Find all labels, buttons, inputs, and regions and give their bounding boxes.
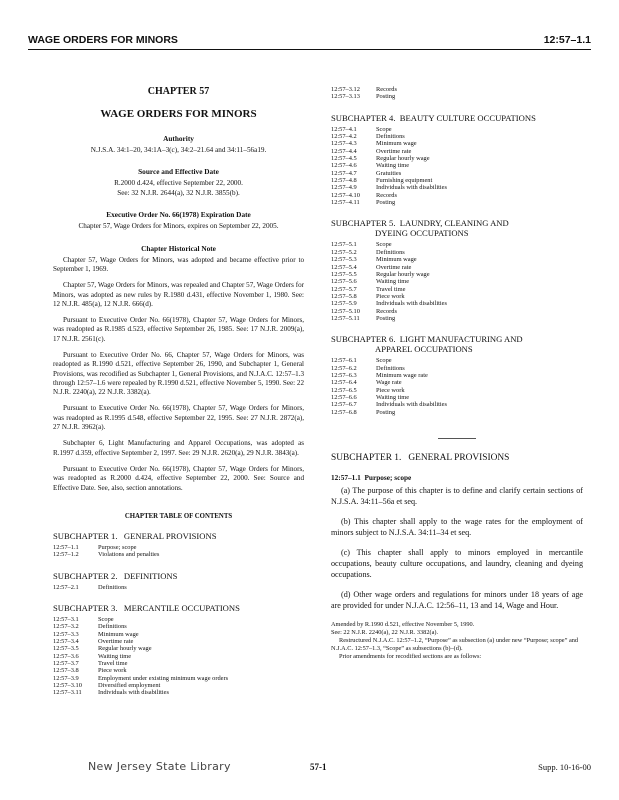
toc-entry <box>331 199 583 206</box>
toc-section-title: Scope <box>98 615 114 623</box>
toc-section-number: 12:57–4.5 <box>331 155 357 163</box>
toc-section-number: 12:57–4.3 <box>331 140 357 148</box>
toc-entry <box>331 184 583 191</box>
toc-section-number: 12:57–5.6 <box>331 278 357 286</box>
toc-section-title: Overtime rate <box>98 637 134 645</box>
toc-entry <box>331 155 583 162</box>
toc-entry <box>331 308 583 315</box>
toc-section-number: 12:57–3.11 <box>53 689 82 697</box>
toc-section-title: Wage rate <box>376 379 402 387</box>
toc-section-number: 12:57–5.8 <box>331 292 357 300</box>
left-column <box>53 86 304 697</box>
toc-section-number: 12:57–4.7 <box>331 169 357 177</box>
toc-entry <box>331 401 583 408</box>
amendment-note: Amended by R.1990 d.521, effective November 5, 1990. <box>331 621 475 629</box>
toc-entry <box>331 365 583 372</box>
subchapter-3-toc-continued <box>331 86 583 101</box>
historical-note-paragraph: Subchapter 6, Light Manufacturing and Apparel Occupations, was adopted as R.1997 d.359, effective September 2, 1997. See: 29 N.J.R. 2620(a), 29 N.J.R. 3843(a). <box>53 439 304 457</box>
toc-section-title: Minimum wage <box>98 630 139 638</box>
toc-entry <box>53 660 304 667</box>
toc-section-number: 12:57–5.7 <box>331 285 357 293</box>
toc-section-number: 12:57–4.8 <box>331 177 357 185</box>
toc-section-title: Piece work <box>98 667 127 675</box>
toc-section-number: 12:57–5.3 <box>331 256 357 264</box>
header-title: WAGE ORDERS FOR MINORS <box>28 34 178 46</box>
toc-section-title: Travel time <box>98 659 128 667</box>
toc-entry <box>53 551 304 558</box>
historical-note-paragraph: Chapter 57, Wage Orders for Minors, was repealed and Chapter 57, Wage Orders for Minors, was adopted as new rules by R.1980 d.431, effective November 1, 1980. See: 12 N.J.R. 485(a), 12 N.J.R. 666(d). <box>53 281 304 308</box>
toc-section-number: 12:57–3.13 <box>331 93 360 101</box>
toc-entry <box>53 645 304 652</box>
toc-section-number: 12:57–3.7 <box>53 659 79 667</box>
toc-section-title: Scope <box>376 241 392 249</box>
toc-section-title: Individuals with disabilities <box>376 184 448 192</box>
toc-section-number: 12:57–5.4 <box>331 263 357 271</box>
toc-section-title: Individuals with disabilities <box>376 300 448 308</box>
toc-section-number: 12:57–6.8 <box>331 408 357 416</box>
toc-section-number: 12:57–4.1 <box>331 125 357 133</box>
toc-section-number: 12:57–4.10 <box>331 191 360 199</box>
subchapter-4-toc <box>331 126 583 207</box>
toc-section-title: Regular hourly wage <box>98 645 152 653</box>
toc-section-title: Definitions <box>376 248 405 256</box>
toc-entry <box>331 86 583 93</box>
page-footer <box>28 762 591 776</box>
toc-section-number: 12:57–6.6 <box>331 393 357 401</box>
toc-section-title: Definitions <box>98 623 127 631</box>
toc-section-number: 12:57–4.11 <box>331 199 360 207</box>
toc-section-number: 12:57–1.1 <box>53 543 79 551</box>
toc-section-title: Scope <box>376 357 392 365</box>
section-paragraph-c: (c) This chapter shall apply to minors employed in mercantile occupations, beauty culture occupations, and laundry, cleaning and dyeing occupations. <box>331 548 583 579</box>
subchapter-6-toc <box>331 357 583 416</box>
toc-section-title: Records <box>376 307 397 315</box>
toc-section-title: Individuals with disabilities <box>98 689 170 697</box>
toc-entry <box>331 315 583 322</box>
subchapter-6-heading: SUBCHAPTER 6. LIGHT MANUFACTURING AND APPAREL OCCUPATIONS <box>331 334 523 355</box>
source-heading: Source and Effective Date <box>138 167 219 177</box>
toc-section-title: Furnishing equipment <box>376 177 433 185</box>
toc-section-title: Overtime rate <box>376 147 412 155</box>
toc-section-title: Diversified employment <box>98 681 161 689</box>
toc-section-title: Gratuities <box>376 169 402 177</box>
chapter-title: WAGE ORDERS FOR MINORS <box>100 108 257 120</box>
chapter-number: CHAPTER 57 <box>147 86 210 97</box>
toc-section-title: Posting <box>376 199 396 207</box>
toc-section-number: 12:57–3.6 <box>53 652 79 660</box>
historical-note-paragraph: Pursuant to Executive Order No. 66, Chapter 57, Wage Orders for Minors, was readopted as R.1990 d.521, effective September 26, 1990, and Subchapter 1, General Provisions, was recodified as Subchapter 1, General Provisions, and N.J.A.C. 12:57–1.3 through 12:57–1.6 were repealed by R.1990 d.521, effective November 5, 1990. See: 22 N.J.R. 2240(a), 22 N.J.R. 3382(a). <box>53 351 304 397</box>
toc-section-title: Waiting time <box>376 278 410 286</box>
toc-entry <box>331 293 583 300</box>
historical-note-paragraph: Pursuant to Executive Order No. 66(1978), Chapter 57, Wage Orders for Minors, was readopted as R.1995 d.548, effective September 22, 1995. See: 27 N.J.R. 2872(a), 27 N.J.R. 3962(a). <box>53 404 304 432</box>
toc-entry <box>331 241 583 248</box>
toc-section-title: Minimum wage <box>376 256 417 264</box>
toc-entry <box>331 357 583 364</box>
toc-section-title: Waiting time <box>98 652 132 660</box>
toc-section-title: Piece work <box>376 386 405 394</box>
subchapter-5-heading: SUBCHAPTER 5. LAUNDRY, CLEANING AND DYEING OCCUPATIONS <box>331 218 509 239</box>
subchapter-3-toc <box>53 616 304 697</box>
toc-section-title: Individuals with disabilities <box>376 401 448 409</box>
toc-entry <box>331 192 583 199</box>
toc-entry <box>331 140 583 147</box>
toc-section-title: Definitions <box>98 583 127 591</box>
toc-entry <box>331 286 583 293</box>
toc-entry <box>331 170 583 177</box>
toc-section-number: 12:57–3.9 <box>53 674 79 682</box>
header-section-number: 12:57–1.1 <box>543 34 591 46</box>
toc-section-number: 12:57–6.3 <box>331 371 357 379</box>
toc-section-number: 12:57–5.5 <box>331 270 357 278</box>
toc-section-number: 12:57–3.2 <box>53 623 79 631</box>
expiration-heading: Executive Order No. 66(1978) Expiration Date <box>106 210 251 220</box>
toc-entry <box>53 689 304 696</box>
authority-text: N.J.S.A. 34:1–20, 34:1A–3(c), 34:2–21.64 and 34:11–56a19. <box>90 146 267 154</box>
toc-entry <box>331 379 583 386</box>
toc-entry <box>331 278 583 285</box>
toc-section-number: 12:57–3.1 <box>53 615 79 623</box>
toc-entry <box>331 387 583 394</box>
amendment-note: Prior amendments for recodified sections are as follows: <box>339 652 482 660</box>
subchapter-1-toc <box>53 544 304 559</box>
toc-entry <box>331 394 583 401</box>
historical-note-paragraph: Chapter 57, Wage Orders for Minors, was adopted and became effective prior to September 1, 1969. <box>53 255 304 273</box>
toc-entry <box>331 93 583 100</box>
header-rule <box>28 49 591 50</box>
section-paragraph-b: (b) This chapter shall apply to the wage rates for the employment of minors subject to N.J.S.A. 34:11–34 et seq. <box>331 517 583 537</box>
historical-note-paragraph: Pursuant to Executive Order No. 66(1978), Chapter 57, Wage Orders for Minors, was readopted as R.2000 d.424, effective September 22, 2000. See: Source and Effective Date. See, also, section annotations. <box>53 464 304 492</box>
toc-section-title: Waiting time <box>376 162 410 170</box>
subchapter-5-toc <box>331 241 583 322</box>
toc-section-title: Regular hourly wage <box>376 155 430 163</box>
toc-entry <box>53 638 304 645</box>
toc-section-title: Regular hourly wage <box>376 270 430 278</box>
toc-section-number: 12:57–1.2 <box>53 551 79 559</box>
toc-section-number: 12:57–5.1 <box>331 241 357 249</box>
toc-section-number: 12:57–4.6 <box>331 162 357 170</box>
toc-section-title: Travel time <box>376 285 406 293</box>
toc-entry <box>53 616 304 623</box>
toc-section-title: Purpose; scope <box>98 543 137 551</box>
toc-section-title: Waiting time <box>376 393 410 401</box>
section-paragraph-d: (d) Other wage orders and regulations for minors under 18 years of age are provided for under N.J.A.C. 12:56–11, 13 and 14, Wage and Hour. <box>331 590 583 610</box>
toc-section-number: 12:57–3.8 <box>53 667 79 675</box>
toc-section-number: 12:57–3.3 <box>53 630 79 638</box>
expiration-text: Chapter 57, Wage Orders for Minors, expires on September 22, 2005. <box>78 222 279 231</box>
toc-section-number: 12:57–6.1 <box>331 357 357 365</box>
toc-section-title: Definitions <box>376 133 405 141</box>
toc-section-number: 12:57–3.5 <box>53 645 79 653</box>
toc-section-title: Piece work <box>376 292 405 300</box>
table-of-contents-heading: CHAPTER TABLE OF CONTENTS <box>124 512 233 520</box>
toc-entry <box>331 148 583 155</box>
toc-section-number: 12:57–3.10 <box>53 681 82 689</box>
toc-section-title: Scope <box>376 125 392 133</box>
section-paragraph-a: (a) The purpose of this chapter is to define and clarify certain sections of N.J.S.A. 34:11–56a et seq. <box>331 486 583 506</box>
amendment-note: Restructured N.J.A.C. 12:57–1.2, “Purpose” as subsection (a) under new “Purpose; scope” and N.J.A.C. 12:57–1.3, “Scope” as subsections (b)–(d). <box>331 636 579 652</box>
running-header <box>28 34 591 46</box>
toc-entry <box>331 249 583 256</box>
subchapter-2-toc <box>53 584 304 591</box>
toc-section-number: 12:57–2.1 <box>53 583 79 591</box>
toc-section-title: Employment under existing minimum wage orders <box>98 674 229 682</box>
toc-section-title: Posting <box>376 408 396 416</box>
library-watermark: New Jersey State Library <box>88 760 231 773</box>
toc-section-title: Minimum wage rate <box>376 371 428 379</box>
historical-note-heading: Chapter Historical Note <box>141 243 216 253</box>
toc-entry <box>331 177 583 184</box>
toc-section-number: 12:57–3.4 <box>53 637 79 645</box>
supplement-date: Supp. 10-16-00 <box>538 762 591 772</box>
toc-section-number: 12:57–6.7 <box>331 401 357 409</box>
authority-heading: Authority <box>163 134 194 143</box>
toc-section-number: 12:57–5.11 <box>331 314 360 322</box>
toc-section-number: 12:57–4.2 <box>331 133 357 141</box>
toc-section-title: Records <box>376 86 397 93</box>
toc-entry <box>53 667 304 674</box>
toc-entry <box>53 682 304 689</box>
toc-entry <box>331 300 583 307</box>
toc-entry <box>53 675 304 682</box>
amendment-note: See: 22 N.J.R. 2240(a), 22 N.J.R. 3382(a). <box>331 629 439 637</box>
toc-section-number: 12:57–3.12 <box>331 86 360 93</box>
toc-section-number: 12:57–5.10 <box>331 307 360 315</box>
toc-entry <box>53 623 304 630</box>
toc-entry <box>331 126 583 133</box>
subchapter-3-heading: SUBCHAPTER 3. MERCANTILE OCCUPATIONS <box>53 602 240 613</box>
toc-section-title: Records <box>376 191 397 199</box>
toc-section-title: Overtime rate <box>376 263 412 271</box>
toc-entry <box>331 256 583 263</box>
subchapter-4-heading: SUBCHAPTER 4. BEAUTY CULTURE OCCUPATIONS <box>331 112 536 123</box>
toc-section-title: Violations and penalties <box>98 551 160 559</box>
toc-entry <box>331 271 583 278</box>
toc-entry <box>331 162 583 169</box>
toc-section-title: Posting <box>376 93 396 101</box>
toc-section-number: 12:57–5.9 <box>331 300 357 308</box>
subchapter-1-heading: SUBCHAPTER 1. GENERAL PROVISIONS <box>53 530 217 541</box>
toc-section-number: 12:57–6.4 <box>331 379 357 387</box>
section-divider <box>438 438 476 439</box>
source-line-2: See: 32 N.J.R. 2644(a), 32 N.J.R. 3855(b). <box>117 188 240 197</box>
toc-section-title: Posting <box>376 314 396 322</box>
toc-entry <box>331 264 583 271</box>
toc-section-number: 12:57–5.2 <box>331 248 357 256</box>
toc-section-number: 12:57–4.9 <box>331 184 357 192</box>
toc-entry <box>331 133 583 140</box>
source-line-1: R.2000 d.424, effective September 22, 2000. <box>114 179 243 188</box>
toc-section-number: 12:57–4.4 <box>331 147 357 155</box>
toc-entry <box>53 544 304 551</box>
toc-section-title: Minimum wage <box>376 140 417 148</box>
toc-section-title: Definitions <box>376 364 405 372</box>
right-column <box>331 86 583 660</box>
subchapter-1-section-heading: SUBCHAPTER 1. GENERAL PROVISIONS <box>331 453 510 463</box>
toc-entry <box>53 631 304 638</box>
toc-entry <box>331 372 583 379</box>
historical-note-paragraph: Pursuant to Executive Order No. 66(1978), Chapter 57, Wage Orders for Minors, was readopted as R.1985 d.523, effective September 26, 1985. See: 17 N.J.R. 2009(a), 17 N.J.R. 2561(c). <box>53 316 304 343</box>
toc-section-number: 12:57–6.5 <box>331 386 357 394</box>
toc-entry <box>53 653 304 660</box>
page-number: 57-1 <box>310 762 327 772</box>
section-title: 12:57–1.1 Purpose; scope <box>331 473 412 482</box>
toc-entry <box>53 584 304 591</box>
subchapter-2-heading: SUBCHAPTER 2. DEFINITIONS <box>53 570 178 581</box>
toc-section-number: 12:57–6.2 <box>331 364 357 372</box>
toc-entry <box>331 409 583 416</box>
